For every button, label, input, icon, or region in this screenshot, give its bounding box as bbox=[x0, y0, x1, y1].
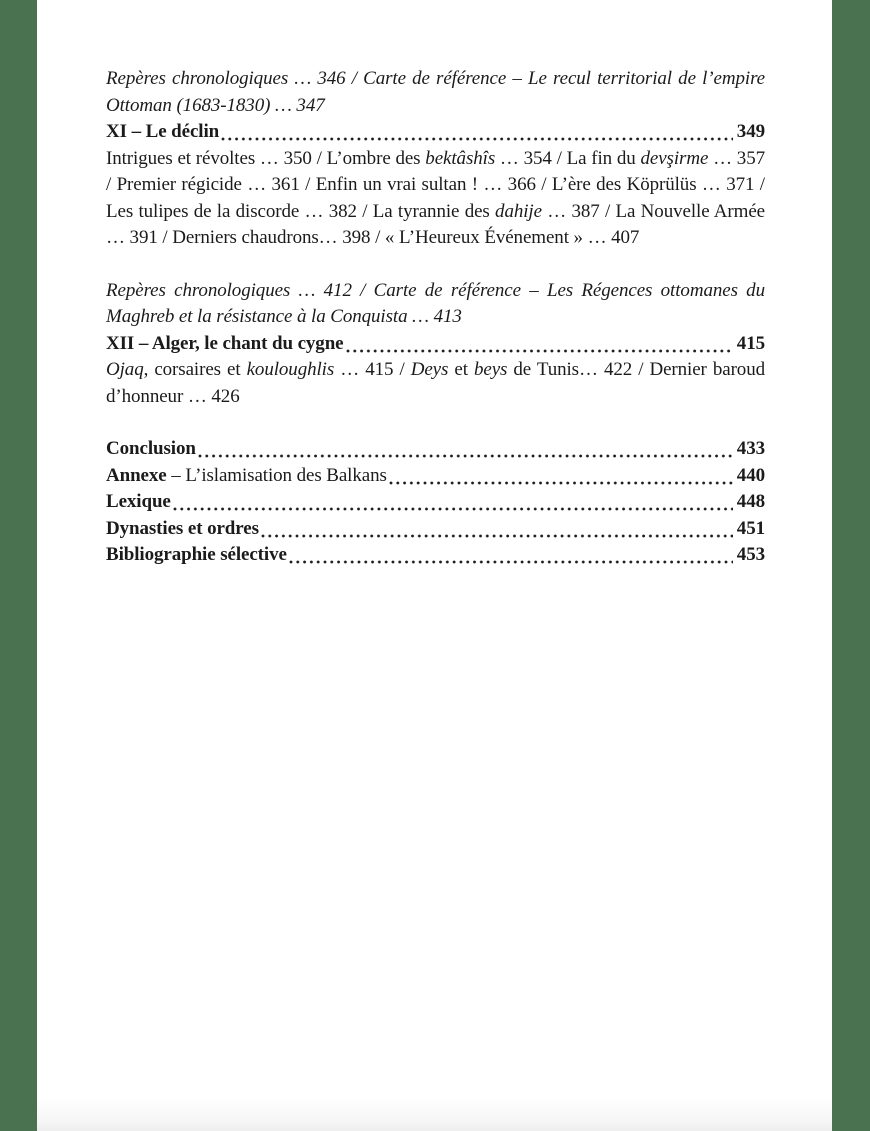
toc-text-segment: de Tunis… 422 / Dernier baroud d’honneur … 426 bbox=[106, 359, 765, 407]
dot-leader bbox=[197, 436, 733, 463]
left-green-border bbox=[0, 0, 37, 1131]
backmatter-title-bold: Lexique bbox=[106, 491, 171, 512]
dot-leader bbox=[288, 542, 733, 569]
backmatter-title bbox=[106, 542, 287, 569]
backmatter-page-number: 451 bbox=[736, 517, 765, 539]
toc-text-segment: Repères chronologiques … 346 / Carte de référence – Le recul territorial de l’empire Ottoman (1683-1830) … 347 bbox=[106, 68, 765, 116]
toc-text-segment: devşirme bbox=[640, 147, 709, 169]
backmatter-page-number: 433 bbox=[736, 438, 765, 459]
toc-text-segment: … 415 / bbox=[334, 359, 411, 380]
page-bottom-edge-shadow bbox=[37, 1097, 832, 1131]
toc-text-segment: et bbox=[448, 359, 474, 380]
backmatter-title-bold: Dynasties et ordres bbox=[106, 517, 259, 539]
table-of-contents bbox=[106, 66, 765, 569]
toc-paragraph bbox=[106, 146, 765, 252]
backmatter-title bbox=[106, 489, 171, 516]
chapter-page-number: 349 bbox=[736, 121, 765, 142]
toc-text-segment: beys bbox=[473, 359, 508, 380]
toc-text-segment: bektâshîs bbox=[425, 147, 496, 169]
right-green-border bbox=[832, 0, 870, 1131]
chapter-title: XII – Alger, le chant du cygne bbox=[106, 332, 344, 354]
dot-leader bbox=[260, 516, 733, 543]
dot-leader bbox=[172, 489, 733, 516]
backmatter-title bbox=[106, 516, 259, 543]
backmatter-title-bold: Conclusion bbox=[106, 438, 196, 459]
backmatter-title-bold: Annexe bbox=[106, 464, 167, 486]
chapter-title: XI – Le déclin bbox=[106, 121, 220, 142]
toc-text-segment: Ojaq bbox=[106, 359, 144, 380]
toc-backmatter-entry bbox=[106, 436, 765, 463]
backmatter-title-rest: – L’islamisation des Balkans bbox=[166, 464, 387, 486]
toc-chapter-entry bbox=[106, 119, 765, 146]
toc-backmatter-entry bbox=[106, 463, 765, 490]
toc-text-segment: … 387 / La Nouvelle Armée … 391 / Derniers chaudrons… 398 / « L’Heureux Événement » … 407 bbox=[106, 200, 765, 248]
backmatter-title bbox=[106, 463, 387, 490]
backmatter-page-number: 448 bbox=[736, 491, 765, 512]
backmatter-title-bold: Bibliographie sélective bbox=[106, 544, 287, 565]
backmatter-page-number: 453 bbox=[736, 544, 765, 565]
toc-text-segment: dahije bbox=[495, 200, 542, 222]
toc-backmatter-entry bbox=[106, 516, 765, 543]
toc-backmatter-entry bbox=[106, 489, 765, 516]
dot-leader bbox=[345, 331, 733, 358]
toc-paragraph bbox=[106, 278, 765, 331]
section-gap bbox=[106, 410, 765, 436]
toc-text-segment: Intrigues et révoltes … 350 / L’ombre des bbox=[106, 147, 426, 169]
toc-text-segment: Repères chronologiques … 412 / Carte de référence – Les Régences ottomanes du Maghreb et la résistance à la Conquista … 413 bbox=[106, 279, 765, 327]
toc-text-segment: kouloughlis bbox=[246, 359, 335, 380]
backmatter-title bbox=[106, 436, 196, 463]
section-gap bbox=[106, 252, 765, 278]
backmatter-page-number: 440 bbox=[736, 464, 765, 486]
dot-leader bbox=[220, 119, 733, 146]
toc-chapter-entry bbox=[106, 331, 765, 358]
chapter-page-number: 415 bbox=[736, 332, 765, 354]
toc-text-segment: , corsaires et bbox=[143, 359, 247, 380]
toc-text-segment: Deys bbox=[410, 359, 449, 380]
dot-leader bbox=[388, 463, 733, 490]
toc-text-segment: … 354 / La fin du bbox=[495, 147, 641, 169]
toc-paragraph bbox=[106, 66, 765, 119]
toc-text-segment: … 357 / Premier régicide … 361 / Enfin un vrai sultan ! … 366 / L’ère des Köprülüs … 371 / Les tulipes de la discorde … 382 / La tyrannie des bbox=[106, 147, 765, 222]
toc-paragraph bbox=[106, 357, 765, 410]
toc-backmatter-entry bbox=[106, 542, 765, 569]
